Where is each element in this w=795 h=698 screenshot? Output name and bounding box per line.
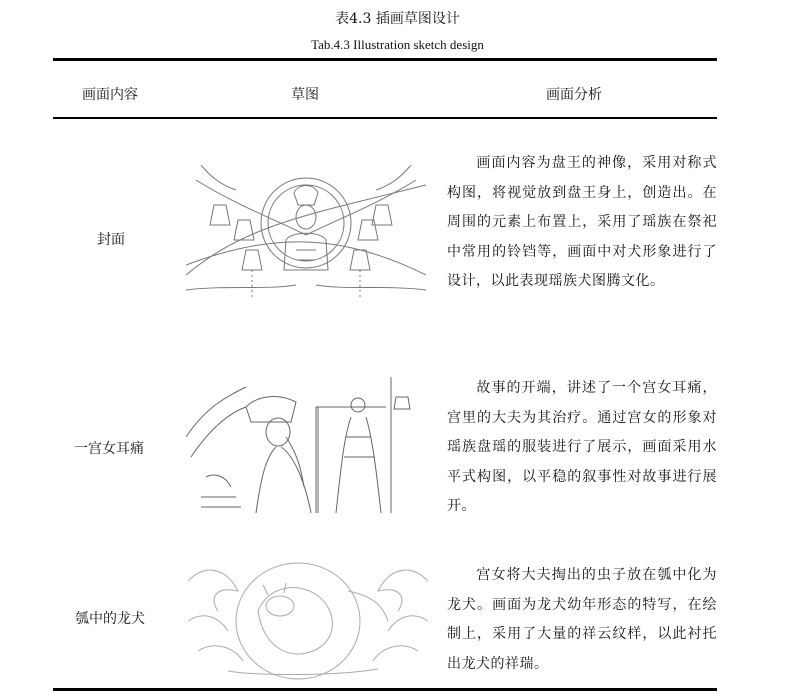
table-top-rule [53,58,717,61]
table-caption-cn: 表4.3 插画草图设计 [335,11,460,27]
table-caption-en: Tab.4.3 Illustration sketch design [311,37,484,52]
row-label: 一宫女耳痛 [74,441,144,457]
palace-maid-doctor-sketch-icon [186,377,426,513]
header-rule [53,117,717,119]
row-analysis: 宫女将大夫掏出的虫子放在瓠中化为龙犬。画面为龙犬幼年形态的特写，在绘制上，采用了大量的祥云纹样，以此衬托出龙犬的祥瑞。 [447,567,717,672]
header-sketch: 草图 [291,87,319,103]
table-bottom-rule [53,688,717,691]
header-content: 画面内容 [82,87,138,103]
row-analysis: 故事的开端，讲述了一个宫女耳痛，宫里的大夫为其治疗。通过宫女的形象对瑶族盘瑶的服装进行了展示，画面采用水平式构图，以平稳的叙事性对故事进行展开。 [447,380,717,514]
dragon-dog-gourd-sketch-icon [188,551,428,683]
panwang-deity-sketch-icon [186,165,426,305]
header-analysis: 画面分析 [546,87,602,103]
row-label: 封面 [97,232,125,248]
row-label: 瓠中的龙犬 [75,611,145,627]
row-analysis: 画面内容为盘王的神像，采用对称式构图，将视觉放到盘王身上，创造出。在周围的元素上布置上，采用了瑶族在祭祀中常用的铃铛等，画面中对犬形象进行了设计，以此表现瑶族犬图腾文化。 [447,155,717,289]
